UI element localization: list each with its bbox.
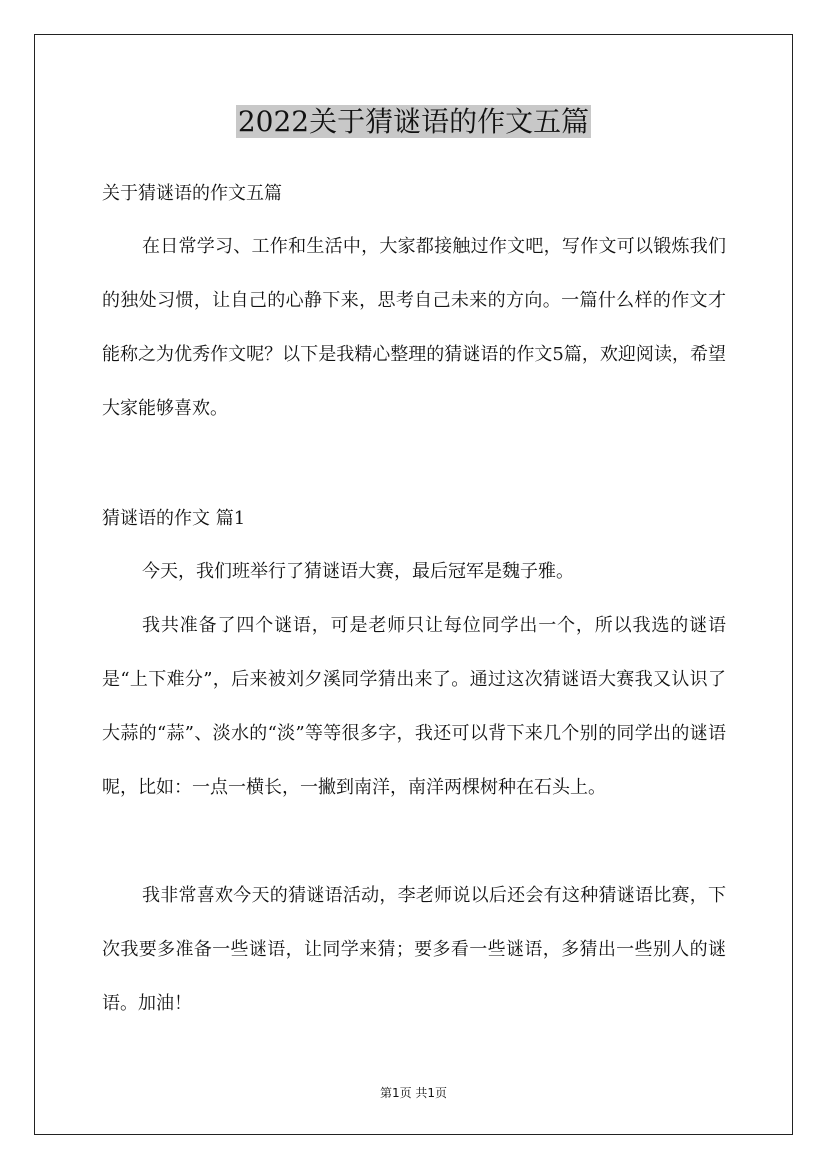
title-highlight: 2022关于猜谜语的作文五篇 xyxy=(237,105,590,138)
page-footer: 第1页 共1页 xyxy=(379,1086,448,1100)
intro-paragraph: 在日常学习、工作和生活中，大家都接触过作文吧，写作文可以锻炼我们的独处习惯，让自己的心静下来，思考自己未来的方向。一篇什么样的作文才能称之为优秀作文呢？以下是我精心整理的猜谜语的作文5篇，欢迎阅读，希望大家能够喜欢。 xyxy=(102,236,726,419)
section-paragraph-1: 今天，我们班举行了猜谜语大赛，最后冠军是魏子雅。 xyxy=(142,561,574,582)
section-heading: 猜谜语的作文 篇1 xyxy=(102,508,246,529)
document-title xyxy=(0,100,827,144)
document-subtitle: 关于猜谜语的作文五篇 xyxy=(102,183,282,204)
section-paragraph-3: 我非常喜欢今天的猜谜语活动，李老师说以后还会有这种猜谜语比赛，下次我要多准备一些谜语，让同学来猜；要多看一些谜语，多猜出一些别人的谜语。加油！ xyxy=(102,885,726,1014)
section-paragraph-2: 我共准备了四个谜语，可是老师只让每位同学出一个，所以我选的谜语是“上下难分”，后来被刘夕溪同学猜出来了。通过这次猜谜语大赛我又认识了大蒜的“蒜”、淡水的“淡”等等很多字，我还可以背下来几个别的同学出的谜语呢，比如：一点一横长，一撇到南洋，南洋两棵树种在石头上。 xyxy=(102,615,726,798)
